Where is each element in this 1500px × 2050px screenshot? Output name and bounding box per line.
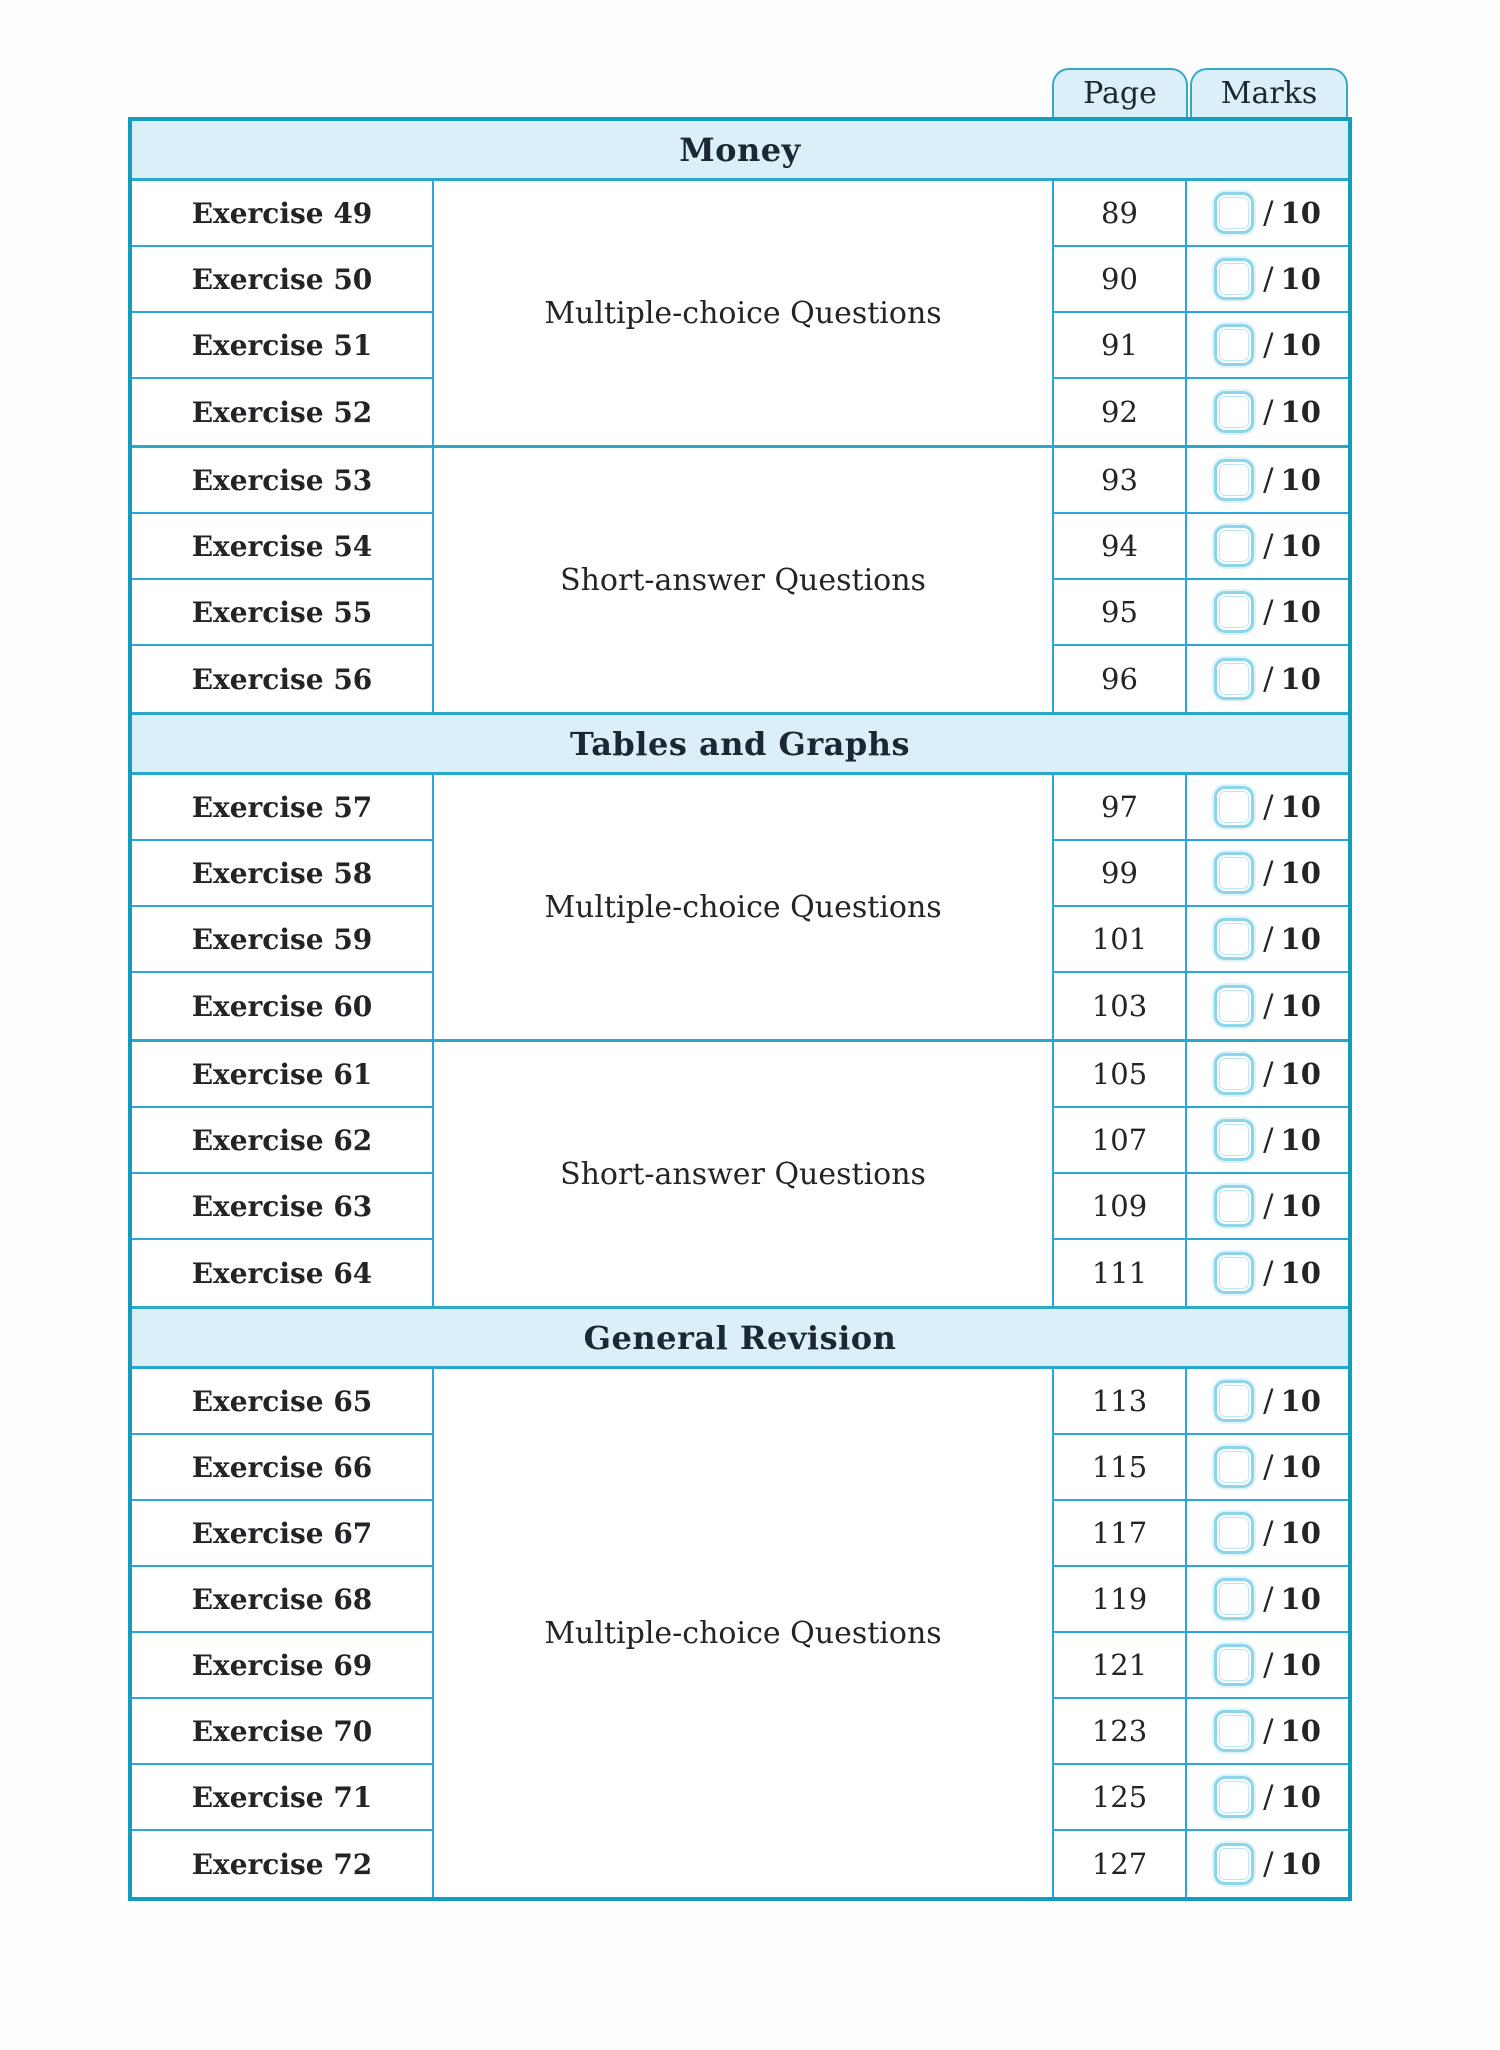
page-number: 107 — [1054, 1108, 1185, 1174]
exercise-label: Exercise 69 — [132, 1633, 432, 1699]
marks-cell — [1187, 1831, 1348, 1897]
section-header: Tables and Graphs — [132, 715, 1348, 775]
exercise-label: Exercise 59 — [132, 907, 432, 973]
page-number: 99 — [1054, 841, 1185, 907]
marks-cell — [1187, 1765, 1348, 1831]
exercise-column — [132, 1042, 434, 1306]
score-entry-box[interactable] — [1214, 1776, 1254, 1818]
page-number: 121 — [1054, 1633, 1185, 1699]
question-type-column — [434, 448, 1054, 712]
exercise-label: Exercise 64 — [191, 1256, 373, 1290]
marks-cell — [1187, 973, 1348, 1039]
page-number: 91 — [1054, 313, 1185, 379]
score-entry-box[interactable] — [1214, 1185, 1254, 1227]
exercise-label: Exercise 53 — [132, 448, 432, 514]
marks-cell — [1187, 1108, 1348, 1174]
page-column — [1054, 448, 1187, 712]
slash-separator: / — [1263, 1779, 1274, 1815]
question-type-column — [434, 1369, 1054, 1897]
slash-separator: / — [1263, 1581, 1274, 1617]
score-entry-box[interactable] — [1214, 1644, 1254, 1686]
exercise-label: Exercise 72 — [191, 1847, 373, 1881]
marks-cell — [1187, 775, 1348, 841]
marks-cell — [1187, 379, 1348, 445]
marks-cell — [1187, 313, 1348, 379]
marks-cell — [1187, 1435, 1348, 1501]
exercise-label: Exercise 60 — [191, 989, 373, 1023]
marks-total: 10 — [1280, 1384, 1321, 1418]
exercise-label: Exercise 61 — [132, 1042, 432, 1108]
exercise-label: Exercise 55 — [132, 580, 432, 646]
score-entry-box[interactable] — [1214, 1710, 1254, 1752]
marks-total: 10 — [1280, 595, 1321, 629]
slash-separator: / — [1263, 261, 1274, 297]
marks-total: 10 — [1280, 1648, 1321, 1682]
marks-total: 10 — [1280, 662, 1321, 696]
exercise-column — [132, 448, 434, 712]
exercise-label: Exercise 62 — [132, 1108, 432, 1174]
slash-separator: / — [1263, 1255, 1274, 1291]
score-entry-box[interactable] — [1214, 1512, 1254, 1554]
exercise-label: Exercise 70 — [132, 1699, 432, 1765]
score-entry-box[interactable] — [1214, 459, 1254, 501]
slash-separator: / — [1263, 1122, 1274, 1158]
page-number: 117 — [1054, 1501, 1185, 1567]
question-type-column — [434, 775, 1054, 1039]
exercise-label: Exercise 68 — [132, 1567, 432, 1633]
marks-column — [1187, 1369, 1348, 1897]
page-number: 93 — [1054, 448, 1185, 514]
slash-separator: / — [1263, 195, 1274, 231]
slash-separator: / — [1263, 1449, 1274, 1485]
exercise-label: Exercise 66 — [132, 1435, 432, 1501]
score-entry-box[interactable] — [1214, 1578, 1254, 1620]
marks-cell — [1187, 1174, 1348, 1240]
marks-total: 10 — [1280, 922, 1321, 956]
marks-cell — [1187, 1699, 1348, 1765]
question-type-column — [434, 181, 1054, 445]
exercise-label: Exercise 58 — [132, 841, 432, 907]
marks-column — [1187, 181, 1348, 445]
page-column-tab: Page — [1052, 68, 1188, 117]
marks-column-tab: Marks — [1190, 68, 1348, 117]
slash-separator: / — [1263, 1515, 1274, 1551]
page-number: 105 — [1054, 1042, 1185, 1108]
marks-cell — [1187, 448, 1348, 514]
marks-total: 10 — [1280, 1714, 1321, 1748]
score-entry-box[interactable] — [1214, 391, 1254, 433]
question-type-label: Short-answer Questions — [560, 1156, 926, 1192]
marks-total: 10 — [1280, 196, 1321, 230]
page-number: 101 — [1054, 907, 1185, 973]
marks-cell — [1187, 1501, 1348, 1567]
slash-separator: / — [1263, 1647, 1274, 1683]
score-entry-box[interactable] — [1214, 658, 1254, 700]
marks-cell — [1187, 1633, 1348, 1699]
score-entry-box[interactable] — [1214, 1380, 1254, 1422]
exercise-label: Exercise 67 — [132, 1501, 432, 1567]
page-number: 94 — [1054, 514, 1185, 580]
score-entry-box[interactable] — [1214, 852, 1254, 894]
slash-separator: / — [1263, 1713, 1274, 1749]
contents-table — [128, 117, 1352, 1901]
marks-total: 10 — [1280, 1189, 1321, 1223]
marks-total: 10 — [1280, 1582, 1321, 1616]
slash-separator: / — [1263, 855, 1274, 891]
marks-total: 10 — [1280, 1256, 1321, 1290]
marks-total: 10 — [1280, 1516, 1321, 1550]
page-number: 123 — [1054, 1699, 1185, 1765]
score-entry-box[interactable] — [1214, 985, 1254, 1027]
slash-separator: / — [1263, 594, 1274, 630]
exercise-label: Exercise 54 — [132, 514, 432, 580]
marks-total: 10 — [1280, 395, 1321, 429]
exercise-label: Exercise 49 — [132, 181, 432, 247]
exercise-group — [132, 181, 1348, 448]
question-type-column — [434, 1042, 1054, 1306]
marks-cell — [1187, 646, 1348, 712]
slash-separator: / — [1263, 1383, 1274, 1419]
exercise-group — [132, 448, 1348, 715]
page-number: 111 — [1091, 1256, 1148, 1290]
exercise-group — [132, 1042, 1348, 1309]
marks-cell — [1187, 841, 1348, 907]
marks-cell — [1187, 181, 1348, 247]
score-entry-box[interactable] — [1214, 525, 1254, 567]
exercise-label: Exercise 52 — [191, 395, 373, 429]
score-entry-box[interactable] — [1214, 1843, 1254, 1885]
marks-cell — [1187, 1369, 1348, 1435]
exercise-label: Exercise 71 — [132, 1765, 432, 1831]
page-column — [1054, 775, 1187, 1039]
marks-cell — [1187, 580, 1348, 646]
slash-separator: / — [1263, 1056, 1274, 1092]
marks-column — [1187, 448, 1348, 712]
question-type-label: Multiple-choice Questions — [544, 889, 942, 925]
exercise-label: Exercise 63 — [132, 1174, 432, 1240]
slash-separator: / — [1263, 528, 1274, 564]
page-number: 95 — [1054, 580, 1185, 646]
question-type-label: Multiple-choice Questions — [544, 1615, 942, 1651]
score-entry-box[interactable] — [1214, 1252, 1254, 1294]
question-type-label: Multiple-choice Questions — [544, 295, 942, 331]
page-number: 125 — [1054, 1765, 1185, 1831]
exercise-column — [132, 1369, 434, 1897]
score-entry-box[interactable] — [1214, 591, 1254, 633]
score-entry-box[interactable] — [1214, 324, 1254, 366]
score-entry-box[interactable] — [1214, 258, 1254, 300]
page-number: 113 — [1054, 1369, 1185, 1435]
score-entry-box[interactable] — [1214, 918, 1254, 960]
page-number: 109 — [1054, 1174, 1185, 1240]
marks-total: 10 — [1280, 328, 1321, 362]
slash-separator: / — [1263, 327, 1274, 363]
slash-separator: / — [1263, 921, 1274, 957]
score-entry-box[interactable] — [1214, 1053, 1254, 1095]
slash-separator: / — [1263, 1188, 1274, 1224]
page-number: 89 — [1054, 181, 1185, 247]
page-number: 115 — [1054, 1435, 1185, 1501]
marks-total: 10 — [1280, 529, 1321, 563]
slash-separator: / — [1263, 1846, 1274, 1882]
marks-total: 10 — [1280, 1123, 1321, 1157]
slash-separator: / — [1263, 462, 1274, 498]
score-entry-box[interactable] — [1214, 1446, 1254, 1488]
marks-cell — [1187, 1240, 1348, 1306]
exercise-column — [132, 775, 434, 1039]
page-number: 103 — [1091, 989, 1148, 1023]
marks-cell — [1187, 907, 1348, 973]
exercise-label: Exercise 51 — [132, 313, 432, 379]
exercise-group — [132, 1369, 1348, 1897]
exercise-group — [132, 775, 1348, 1042]
marks-total: 10 — [1280, 1780, 1321, 1814]
marks-total: 10 — [1280, 856, 1321, 890]
page-number: 127 — [1091, 1847, 1148, 1881]
exercise-label: Exercise 56 — [191, 662, 373, 696]
marks-total: 10 — [1280, 1450, 1321, 1484]
marks-total: 10 — [1280, 1847, 1321, 1881]
marks-column — [1187, 775, 1348, 1039]
exercise-label: Exercise 50 — [132, 247, 432, 313]
question-type-label: Short-answer Questions — [560, 562, 926, 598]
page-column — [1054, 181, 1187, 445]
slash-separator: / — [1263, 988, 1274, 1024]
marks-total: 10 — [1280, 262, 1321, 296]
marks-total: 10 — [1280, 1057, 1321, 1091]
slash-separator: / — [1263, 789, 1274, 825]
slash-separator: / — [1263, 661, 1274, 697]
page-column — [1054, 1369, 1187, 1897]
marks-cell — [1187, 1567, 1348, 1633]
marks-total: 10 — [1280, 463, 1321, 497]
section-header: General Revision — [132, 1309, 1348, 1369]
marks-total: 10 — [1280, 790, 1321, 824]
exercise-column — [132, 181, 434, 445]
page-number: 92 — [1101, 395, 1138, 429]
page-number: 119 — [1054, 1567, 1185, 1633]
marks-cell — [1187, 514, 1348, 580]
page-number: 90 — [1054, 247, 1185, 313]
slash-separator: / — [1263, 394, 1274, 430]
page-number: 96 — [1101, 662, 1138, 696]
page-column — [1054, 1042, 1187, 1306]
exercise-label: Exercise 57 — [132, 775, 432, 841]
score-entry-box[interactable] — [1214, 192, 1254, 234]
marks-column — [1187, 1042, 1348, 1306]
score-entry-box[interactable] — [1214, 1119, 1254, 1161]
page-number: 97 — [1054, 775, 1185, 841]
marks-cell — [1187, 1042, 1348, 1108]
score-entry-box[interactable] — [1214, 786, 1254, 828]
section-header: Money — [132, 121, 1348, 181]
marks-total: 10 — [1280, 989, 1321, 1023]
exercise-label: Exercise 65 — [132, 1369, 432, 1435]
marks-cell — [1187, 247, 1348, 313]
